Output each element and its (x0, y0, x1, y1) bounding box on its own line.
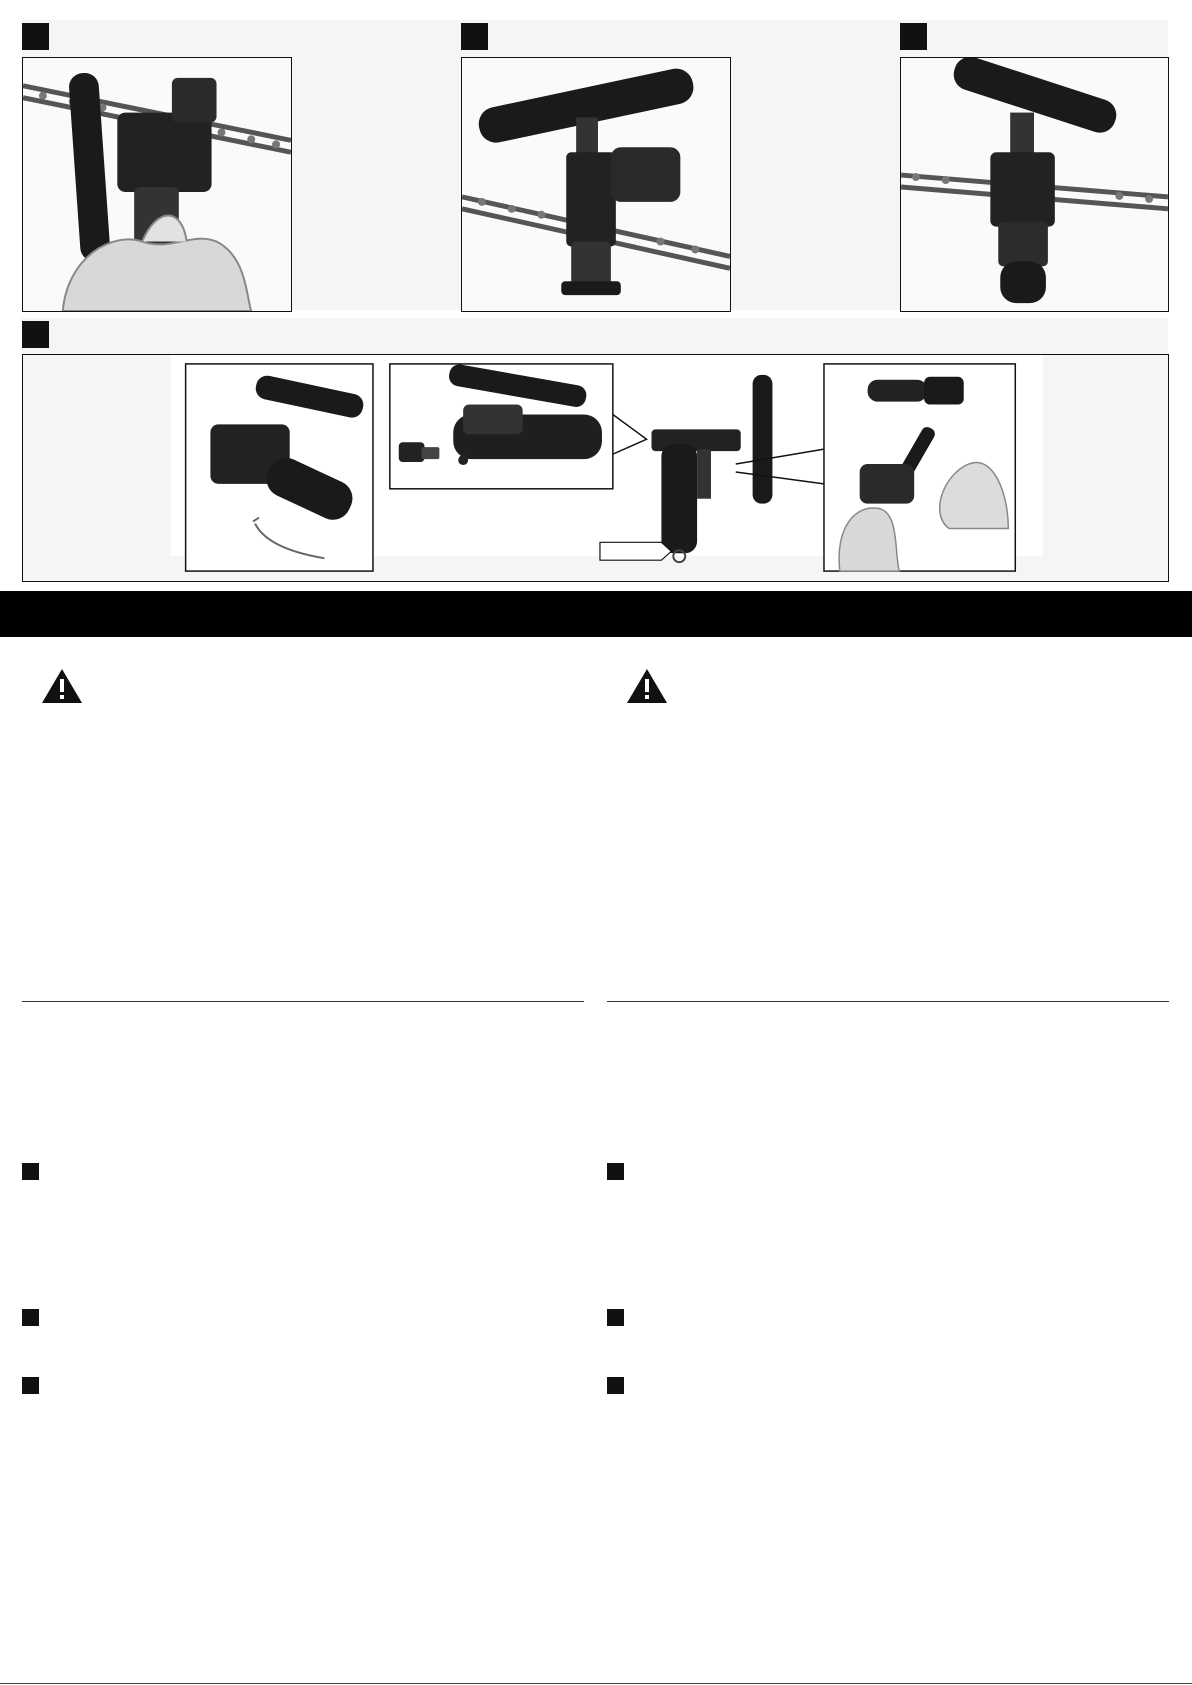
section-heading-bar (0, 591, 1192, 637)
warning-triangle-icon (625, 667, 669, 705)
chain-tool-pressing-illustration (462, 58, 730, 311)
figure-c-photo (900, 57, 1169, 312)
column-divider-rule-right (607, 1001, 1169, 1002)
figure-b-photo (461, 57, 731, 312)
figure-marker-d (22, 321, 49, 348)
page-bottom-rule (0, 1683, 1192, 1684)
figure-marker-a (22, 23, 49, 50)
square-bullet-icon (22, 1163, 39, 1180)
square-bullet-icon (607, 1163, 624, 1180)
figure-marker-c (900, 23, 927, 50)
column-divider-rule-left (22, 1001, 584, 1002)
parts-overview-illustration (23, 355, 1168, 581)
chain-tool-rear-illustration (901, 58, 1168, 311)
square-bullet-icon (607, 1377, 624, 1394)
square-bullet-icon (22, 1309, 39, 1326)
square-bullet-icon (607, 1309, 624, 1326)
figure-a-photo (22, 57, 292, 312)
figure-d-frame (22, 354, 1169, 582)
figure-marker-b (461, 23, 488, 50)
warning-triangle-icon (40, 667, 84, 705)
square-bullet-icon (22, 1377, 39, 1394)
chain-tool-in-hand-illustration (23, 58, 291, 311)
